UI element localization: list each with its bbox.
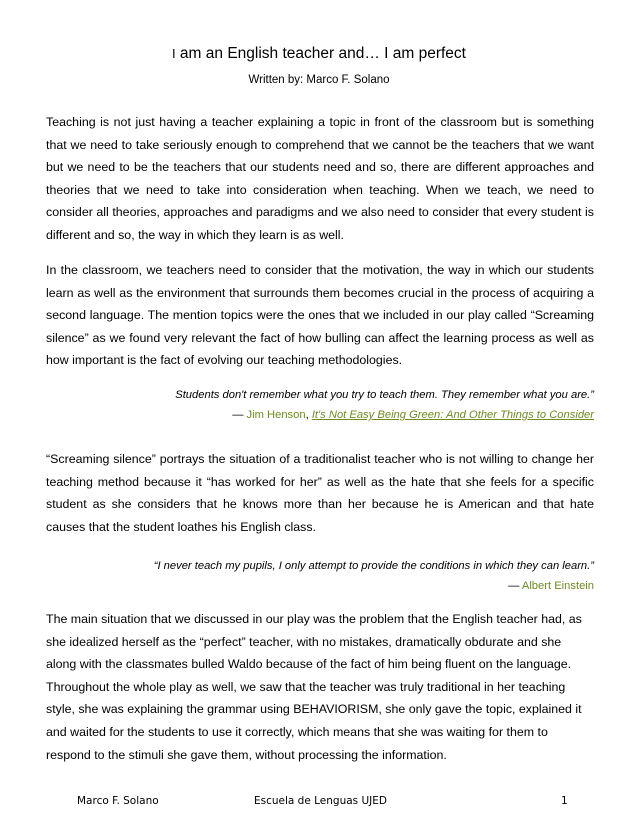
quote-2-dash: —	[508, 580, 522, 592]
quote-1	[46, 385, 594, 425]
quote-2-attribution	[46, 576, 594, 596]
document-title	[0, 44, 638, 64]
quote-1-separator: ,	[305, 409, 312, 421]
quote-1-author: Jim Henson	[246, 409, 306, 421]
paragraph-1: Teaching is not just having a teacher explaining a topic in front of the classroom but is something that we need to take seriously enough to comprehend that we cannot be the teachers that we want but we need to be the teachers that our students need and so, there are different approaches and theories that we need to take into consideration when teaching. When we teach, we need to consider all theories, approaches and paradigms and we also need to consider that every student is different and so, the way in which they learn is as well.	[46, 115, 594, 242]
paragraph-4: The main situation that we discussed in our play was the problem that the English teacher had, as she idealized herself as the “perfect” teacher, with no mistakes, dramatically obdurate and she along with the classmates bulled Waldo because of the fact of him being fluent on the language. Throughout the whole play as well, we saw that the teacher was truly traditional in her teaching style, she was explaining the grammar using BEHAVIORISM, she only gave the topic, explained it and waited for the students to use it correctly, which means that she was waiting for them to respond to the stimuli she gave them, without processing the information.	[46, 612, 582, 762]
quote-1-attribution	[46, 405, 594, 425]
paragraph-3: “Screaming silence” portrays the situation of a traditionalist teacher who is not willing to change her teaching method because it “has worked for her” as well as the hate that she feels for a specific student as she considers that he knows more than her because he is American and that hate causes that the student loathes his English class.	[46, 452, 594, 534]
quote-2-text: “I never teach my pupils, I only attempt to provide the conditions in which they can learn.”	[153, 560, 594, 572]
byline: Written by: Marco F. Solano	[248, 74, 390, 86]
title-first-letter: I	[172, 46, 176, 61]
quote-1-dash: —	[232, 409, 247, 421]
quote-1-source-link[interactable]: It's Not Easy Being Green: And Other Things to Consider	[311, 409, 594, 421]
quote-2-author: Albert Einstein	[521, 580, 594, 592]
page-footer	[0, 793, 638, 809]
footer-school: Escuela de Lenguas UJED	[254, 795, 387, 807]
footer-page-number: 1	[561, 795, 568, 807]
quote-2	[46, 556, 594, 596]
footer-author: Marco F. Solano	[77, 795, 159, 807]
quote-1-text: Students don't remember what you try to teach them. They remember what you are.”	[175, 389, 594, 401]
title-text: am an English teacher and… I am perfect	[175, 45, 466, 62]
paragraph-2: In the classroom, we teachers need to consider that the motivation, the way in which our students learn as well as the environment that surrounds them becomes crucial in the process of acquiring a second language. The mention topics were the ones that we included in our play called “Screaming silence” as we found very relevant the fact of how bulling can affect the learning process as well as how important is the fact of evolving our teaching methodologies.	[46, 263, 594, 368]
